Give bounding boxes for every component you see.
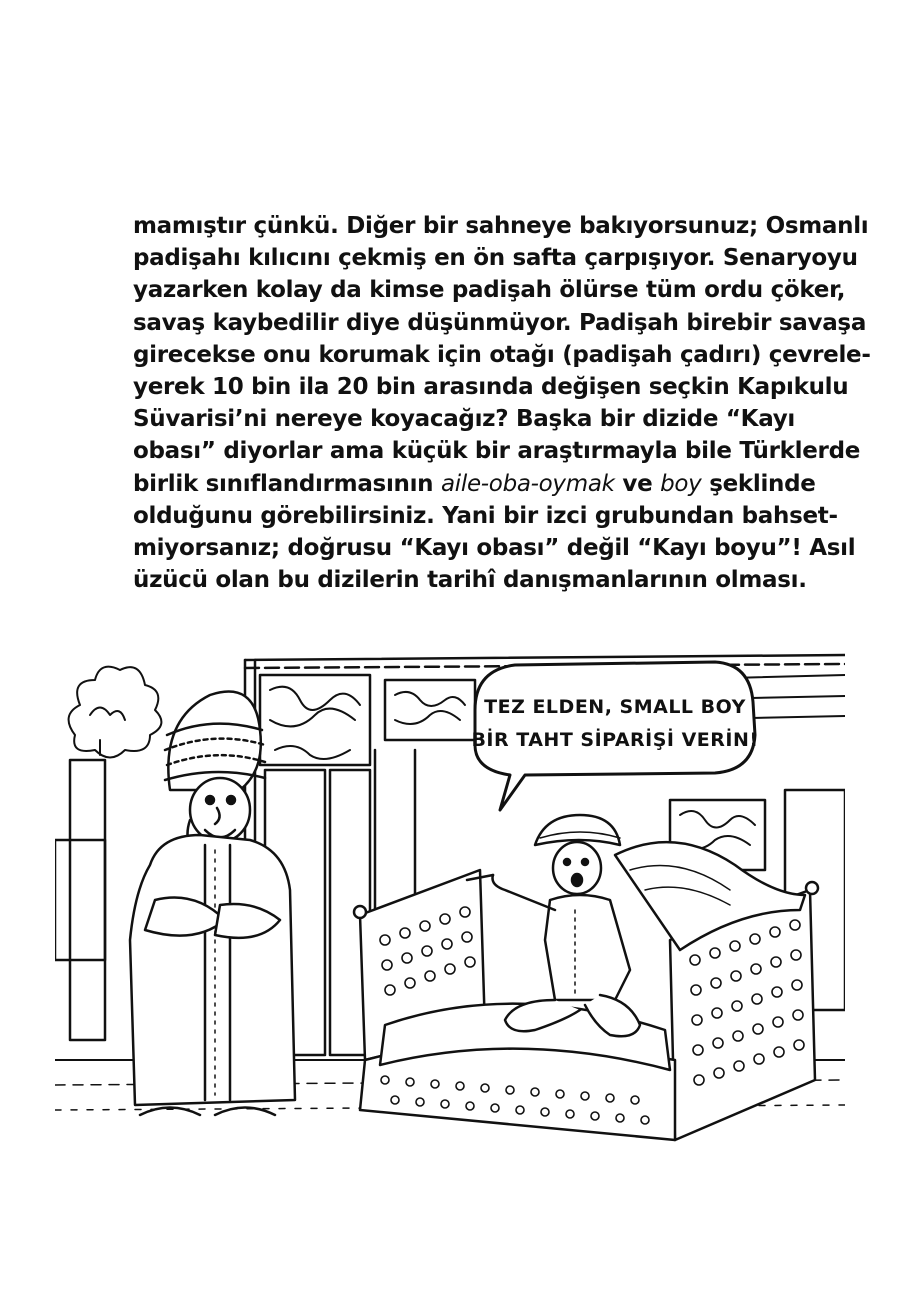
text-line-5: girecekse onu korumak için otağı (padişah çadırı) çevrele- — [133, 341, 871, 368]
text-line-6: yerek 10 bin ila 20 bin arasında değişen seçkin Kapıkulu — [133, 373, 849, 400]
smoke-ornament — [69, 667, 162, 758]
text-line-1: mamıştır çünkü. Diğer bir sahneye bakıyorsunuz; Osmanlı — [133, 213, 869, 239]
text-line-7: Süvarisi’ni nereye koyacağız? Başka bir dizide “Kayı — [133, 406, 795, 433]
text-line-9: birlik sınıflandırmasının aile-oba-oymak ve boy şeklinde — [133, 470, 816, 497]
text-line-3: yazarken kolay da kimse padişah ölürse tüm ordu çöker, — [133, 277, 846, 304]
italic-term: aile-oba-oymak — [440, 470, 615, 497]
body-paragraph — [133, 210, 871, 596]
text-line-10: olduğunu görebilirsiniz. Yani bir izci grubundan bahset- — [133, 502, 838, 529]
cartoon-illustration — [55, 640, 845, 1160]
text-line-12: üzücü olan bu dizilerin tarihî danışmanlarının olması. — [133, 567, 807, 594]
text-line-11: miyorsanız; doğrusu “Kayı obası” değil “Kayı boyu”! Asıl — [133, 534, 856, 561]
text-line-4: savaş kaybedilir diye düşünmüyor. Padişah birebir savaşa — [133, 309, 867, 336]
text-line-8: obası” diyorlar ama küçük bir araştırmayla bile Türklerde — [133, 438, 861, 465]
speech-bubble-line-2: BİR TAHT SİPARİŞİ VERİN! — [471, 729, 759, 751]
italic-term: boy — [660, 470, 702, 497]
text-line-2: padişahı kılıcını çekmiş en ön safta çarpışıyor. Senaryoyu — [133, 245, 858, 272]
vizier-character — [130, 692, 295, 1115]
speech-bubble-line-1: TEZ ELDEN, SMALL BOY — [484, 696, 746, 718]
speech-bubble — [471, 662, 758, 810]
